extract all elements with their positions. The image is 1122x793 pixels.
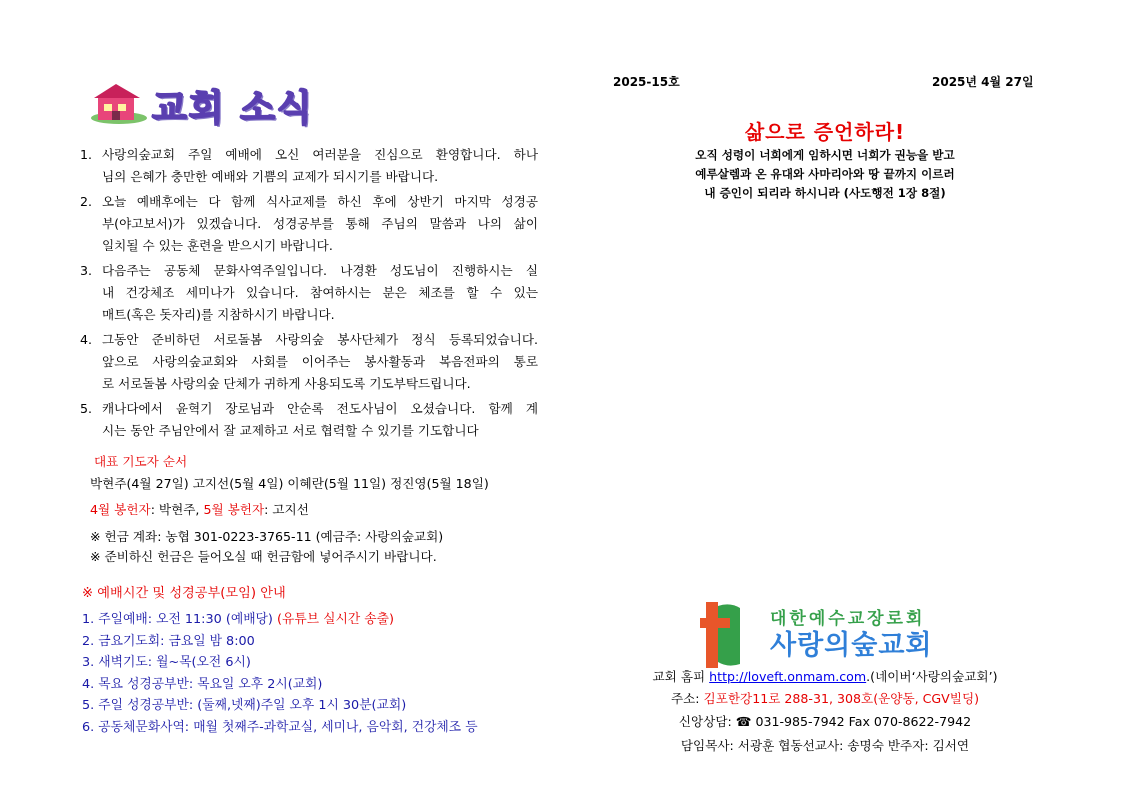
news-item-line: 부(야고보서)가 있겠습니다. 성경공부를 통해 주님의 말씀과 나의 삶이 xyxy=(102,216,538,231)
news-item-line: 사랑의숲교회 주일 예배에 오신 여러분을 진심으로 환영합니다. 하나 xyxy=(102,147,538,162)
may-offerer-label: 5월 봉헌자 xyxy=(203,502,265,517)
news-item-number: 2. xyxy=(80,194,93,209)
church-name: 사랑의숲교회 xyxy=(770,630,933,661)
april-offerer-label: 4월 봉헌자 xyxy=(90,502,151,517)
schedule-heading: ※ 예배시간 및 성경공부(모임) 안내 xyxy=(82,586,286,601)
offering-account: ※ 헌금 계좌: 농협 301-0223-3765-11 (예금주: 사랑의숲교회) xyxy=(90,529,444,544)
denomination-name: 대한예수교장로회 xyxy=(770,609,926,629)
news-item xyxy=(80,144,538,188)
verse-line: 예루살렘과 온 유대와 사마리아와 땅 끝까지 이르러 xyxy=(695,167,955,181)
schedule-list xyxy=(82,609,478,739)
schedule-item-note: (유튜브 실시간 송출) xyxy=(276,612,394,627)
schedule-item-text: 3. 새벽기도: 월~목(오전 6시) xyxy=(82,655,251,671)
news-item-line: 내 건강체조 세미나가 있습니다. 참여하시는 분은 체조를 할 수 있는 xyxy=(102,285,538,300)
news-item-number: 5. xyxy=(80,401,93,416)
house-icon xyxy=(90,80,148,124)
issue-date: 2025년 4월 27일 xyxy=(932,75,1034,89)
verse-line: 내 증인이 되리라 하시니라 (사도행전 1장 8절) xyxy=(704,186,946,200)
header-title: 교회 소식 xyxy=(152,88,314,129)
homepage-suffix: .(네이버‘사랑의숲교회’) xyxy=(866,669,998,684)
news-item xyxy=(80,191,538,257)
offering-note: ※ 준비하신 헌금은 들어오실 때 헌금함에 넣어주시기 바랍니다. xyxy=(90,549,437,564)
schedule-item-text: 6. 공동체문화사역: 매월 첫째주-과학교실, 세미나, 음악회, 건강체조 등 xyxy=(82,719,478,735)
schedule-item xyxy=(82,631,478,653)
news-item-line: 님의 은혜가 충만한 예배와 기쁨의 교제가 되시기를 바랍니다. xyxy=(102,169,439,184)
prayer-list: 박현주(4월 27일) 고지선(5월 4일) 이혜란(5월 11일) 정진영(5월 18일) xyxy=(90,476,489,491)
news-item-number: 1. xyxy=(80,147,93,162)
homepage-link[interactable]: http://loveft.onmam.com xyxy=(709,669,867,684)
phone-line: 신앙상담: ☎ 031-985-7942 Fax 070-8622-7942 xyxy=(678,714,972,729)
flower-offering-line xyxy=(90,499,309,518)
address-value: 김포한강11로 288-31, 308호(운양동, CGV빌딩) xyxy=(703,691,980,706)
staff-line: 담임목사: 서광훈 협동선교사: 송명숙 반주자: 김서연 xyxy=(680,738,970,753)
news-item-line: 캐나다에서 윤혁기 장로님과 안순록 전도사님이 오셨습니다. 함께 계 xyxy=(102,401,538,416)
news-list xyxy=(80,144,538,445)
theme-title: 삶으로 증언하라! xyxy=(744,120,906,144)
news-item-line: 그동안 준비하던 서로돌봄 사랑의숲 봉사단체가 정식 등록되었습니다. xyxy=(102,332,538,347)
church-cross-logo-icon xyxy=(700,602,746,668)
bible-verse xyxy=(610,146,1040,203)
april-offerer-name: : 박현주, xyxy=(150,502,204,517)
prayer-heading: 대표 기도자 순서 xyxy=(94,454,188,469)
news-item-line: 다음주는 공동체 문화사역주일입니다. 나경환 성도님이 진행하시는 실 xyxy=(102,263,538,278)
verse-line: 오직 성령이 너희에게 임하시면 너희가 권능을 받고 xyxy=(695,148,955,162)
news-item-line: 오늘 예배후에는 다 함께 식사교제를 하신 후에 상반기 마지막 성경공 xyxy=(102,194,538,209)
news-item-line: 시는 동안 주님안에서 잘 교제하고 서로 협력할 수 있기를 기도합니다 xyxy=(102,423,479,438)
schedule-item xyxy=(82,609,478,631)
news-item xyxy=(80,260,538,326)
address-line xyxy=(600,688,1050,710)
schedule-item-text: 2. 금요기도회: 금요일 밤 8:00 xyxy=(82,633,255,649)
schedule-item-text: 1. 주일예배: 오전 11:30 (예배당) xyxy=(82,612,277,627)
schedule-item-text: 5. 주일 성경공부반: (둘째,넷째)주일 오후 1시 30분(교회) xyxy=(82,698,407,714)
news-item-line: 로 서로돌봄 사랑의숲 단체가 귀하게 사용되도록 기도부탁드립니다. xyxy=(102,376,471,391)
homepage-line xyxy=(600,666,1050,688)
schedule-item xyxy=(82,717,478,739)
may-offerer-name: : 고지선 xyxy=(264,502,309,517)
news-item-line: 앞으로 사랑의숲교회와 사회를 이어주는 봉사활동과 복음전파의 통로 xyxy=(102,354,538,369)
news-item-line: 일치될 수 있는 훈련을 받으시기 바랍니다. xyxy=(102,238,333,253)
news-item xyxy=(80,398,538,442)
news-item xyxy=(80,329,538,395)
schedule-item xyxy=(82,695,478,717)
news-item-line: 매트(혹은 돗자리)를 지참하시기 바랍니다. xyxy=(102,307,335,322)
issue-number: 2025-15호 xyxy=(613,75,680,89)
schedule-item-text: 4. 목요 성경공부반: 목요일 오후 2시(교회) xyxy=(82,676,323,692)
schedule-item xyxy=(82,674,478,696)
homepage-label: 교회 홈피 xyxy=(652,669,710,684)
news-item-number: 4. xyxy=(80,332,93,347)
address-label: 주소: xyxy=(670,691,704,706)
news-item-number: 3. xyxy=(80,263,93,278)
schedule-item xyxy=(82,652,478,674)
